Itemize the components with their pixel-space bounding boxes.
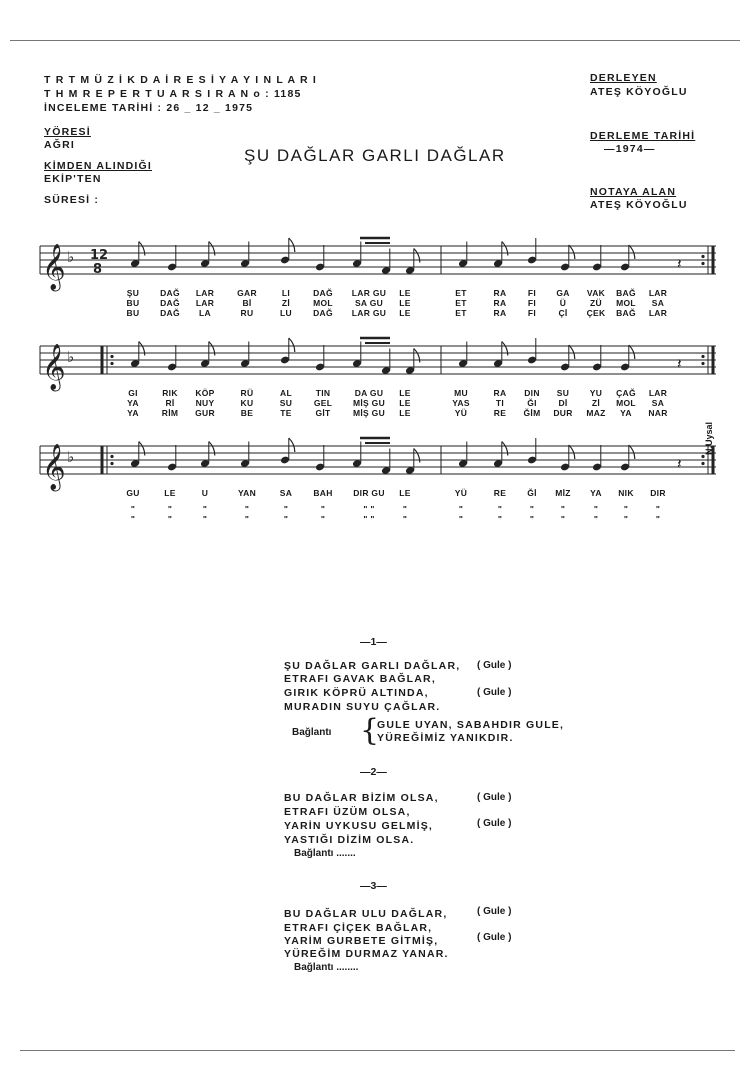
lyric-syllable: BAĞ — [616, 308, 636, 318]
note-flag — [629, 445, 635, 459]
lyric-syllable: " — [244, 514, 250, 524]
verse-3-refrain-2: ( Gule ) — [477, 932, 512, 943]
lyric-syllable: LE — [164, 488, 176, 498]
verse-1-refrain-1: ( Gule ) — [477, 660, 512, 671]
lyric-syllable: " — [402, 514, 408, 524]
lyric-syllable: " " — [363, 504, 375, 514]
lyric-syllable: Zİ — [591, 398, 601, 408]
lyric-syllable: YU — [589, 388, 603, 398]
lyric-syllable: " — [623, 514, 629, 524]
lyric-syllable: DAĞ — [160, 288, 180, 298]
lyric-syllable: DIR — [650, 488, 666, 498]
lyric-syllable: " — [655, 504, 661, 514]
lyric-syllable: " — [560, 504, 566, 514]
lyric-syllable: TE — [280, 408, 292, 418]
verse-3-number: —3— — [360, 880, 387, 892]
lyric-syllable: ET — [455, 308, 467, 318]
lyric-syllable: RIK — [162, 388, 178, 398]
lyric-syllable: " — [593, 514, 599, 524]
lyric-syllable: " — [320, 514, 326, 524]
lyric-syllable: DAĞ — [313, 288, 333, 298]
publisher-line: T R T M Ü Z İ K D A İ R E S İ Y A Y I N L A R I — [44, 74, 318, 86]
repeat-dot — [110, 455, 113, 458]
lyric-syllable: ZÜ — [590, 298, 602, 308]
region-value: AĞRI — [44, 139, 76, 151]
lyric-syllable: KÖP — [195, 388, 215, 398]
lyric-syllable: LAR — [195, 298, 215, 308]
lyric-syllable: YA — [127, 398, 139, 408]
lyric-syllable: TIN — [315, 388, 331, 398]
note-flag — [289, 238, 295, 252]
lyric-syllable: GUR — [195, 408, 215, 418]
lyric-syllable: Çİ — [558, 308, 568, 318]
lyric-syllable: SA — [651, 398, 665, 408]
lyric-syllable: GİT — [315, 408, 331, 418]
verse-2-line-1: BU DAĞLAR BİZİM OLSA, — [284, 792, 439, 804]
rest-icon: 𝄽 — [677, 355, 682, 373]
lyric-syllable: SU — [279, 398, 293, 408]
lyric-syllable: TI — [495, 398, 505, 408]
note-flag — [289, 438, 295, 452]
lyric-syllable: LAR GU — [351, 308, 387, 318]
lyric-syllable: DIR GU — [353, 488, 385, 498]
lyric-syllable: SA GU — [354, 298, 384, 308]
treble-clef-icon: 𝄞 — [42, 344, 66, 390]
compiler-value: ATEŞ KÖYOĞLU — [590, 86, 688, 98]
lyric-syllable: MAZ — [586, 408, 606, 418]
lyric-syllable: Dİ — [558, 398, 568, 408]
lyric-syllable: YA — [590, 488, 602, 498]
lyric-syllable: RÜ — [240, 388, 254, 398]
lyric-syllable: GA — [556, 288, 570, 298]
lyric-syllable: YÜ — [454, 488, 468, 498]
lyric-syllable: " — [130, 514, 136, 524]
lyric-syllable: Ü — [559, 298, 567, 308]
lyric-syllable: " — [283, 514, 289, 524]
lyric-syllable: LE — [399, 408, 411, 418]
verse-1-baglanti-label: Bağlantı — [292, 727, 332, 738]
flat-icon: ♭ — [67, 248, 75, 266]
lyric-syllable: RE — [493, 488, 507, 498]
lyric-syllable: LE — [399, 388, 411, 398]
note-flag — [289, 338, 295, 352]
repeat-dot — [110, 355, 113, 358]
repeat-dot — [110, 462, 113, 465]
lyric-syllable: YÜ — [454, 408, 468, 418]
verse-1-baglanti-line-1: GULE UYAN, SABAHDIR GULE, — [377, 719, 565, 731]
notation-value: ATEŞ KÖYOĞLU — [590, 199, 688, 211]
lyric-syllable: RA — [493, 288, 507, 298]
lyric-syllable: LAR — [195, 288, 215, 298]
lyric-syllable: SA — [279, 488, 293, 498]
lyric-syllable: " — [497, 514, 503, 524]
lyric-syllable: RA — [493, 388, 507, 398]
notation-label: NOTAYA ALAN — [590, 186, 677, 198]
lyric-syllable: " — [458, 514, 464, 524]
lyric-syllable: LAR — [648, 288, 668, 298]
region-label: YÖRESİ — [44, 126, 91, 138]
bottom-rule — [20, 1050, 735, 1051]
verse-2-refrain-2: ( Gule ) — [477, 818, 512, 829]
repeat-dot — [701, 462, 704, 465]
lyric-syllable: " — [402, 504, 408, 514]
compile-date-value: —1974— — [604, 143, 656, 155]
lyric-syllable: LE — [399, 398, 411, 408]
verse-3-refrain-1: ( Gule ) — [477, 906, 512, 917]
verse-1-number: —1— — [360, 636, 387, 648]
lyric-syllable: Bİ — [242, 298, 252, 308]
lyric-syllable: " — [244, 504, 250, 514]
repeat-dot — [110, 362, 113, 365]
verse-3-baglanti: Bağlantı ........ — [294, 962, 359, 973]
repeat-dot — [701, 455, 704, 458]
lyric-syllable: MİŞ GU — [352, 408, 386, 418]
lyric-syllable: ŞU — [126, 288, 140, 298]
lyric-syllable: RA — [493, 298, 507, 308]
page-title: ŞU DAĞLAR GARLI DAĞLAR — [244, 146, 506, 165]
lyric-syllable: YA — [620, 408, 632, 418]
lyric-syllable: GU — [126, 488, 140, 498]
rest-icon: 𝄽 — [677, 455, 682, 473]
lyric-syllable: LA — [199, 308, 211, 318]
lyric-syllable: RU — [240, 308, 254, 318]
lyric-syllable: " — [497, 504, 503, 514]
lyric-syllable: FI — [527, 288, 537, 298]
lyric-syllable: DIN — [524, 388, 540, 398]
lyric-syllable: " — [320, 504, 326, 514]
repeat-dot — [701, 255, 704, 258]
lyric-syllable: " " — [363, 514, 375, 524]
time-signature-bottom: 8 — [93, 262, 103, 277]
lyric-syllable: MU — [454, 388, 468, 398]
lyric-syllable: MİŞ GU — [352, 398, 386, 408]
verse-1-line-2: ETRAFI GAVAK BAĞLAR, — [284, 673, 436, 685]
note-flag — [629, 345, 635, 359]
lyric-syllable: LE — [399, 298, 411, 308]
verse-2-line-3: YARİN UYKUSU GELMİŞ, — [284, 820, 434, 832]
lyric-syllable: LU — [280, 308, 292, 318]
lyric-syllable: MİZ — [555, 488, 571, 498]
flat-icon: ♭ — [67, 348, 75, 366]
repeat-dot — [701, 362, 704, 365]
repeat-dot — [701, 262, 704, 265]
brace-icon: { — [360, 713, 380, 748]
lyric-syllable: LI — [281, 288, 291, 298]
lyric-syllable: DUR — [553, 408, 573, 418]
lyric-syllable: ĞİM — [523, 408, 541, 418]
compile-date-label: DERLEME TARİHİ — [590, 130, 696, 142]
lyric-syllable: LE — [399, 288, 411, 298]
duration-label: SÜRESİ : — [44, 194, 100, 206]
lyric-syllable: " — [283, 504, 289, 514]
lyric-syllable: AL — [280, 388, 292, 398]
lyric-syllable: ÇEK — [586, 308, 606, 318]
lyric-syllable: NAR — [648, 408, 668, 418]
music-score — [0, 0, 750, 520]
lyric-syllable: DAĞ — [160, 298, 180, 308]
verse-3-line-2: ETRAFI ÇİÇEK BAĞLAR, — [284, 922, 433, 934]
lyric-syllable: MOL — [313, 298, 333, 308]
lyric-syllable: FI — [527, 308, 537, 318]
lyric-syllable: ĞI — [527, 398, 537, 408]
lyric-syllable: " — [202, 514, 208, 524]
verse-2-line-2: ETRAFI ÜZÜM OLSA, — [284, 806, 411, 818]
lyric-syllable: LE — [399, 488, 411, 498]
lyric-syllable: " — [167, 514, 173, 524]
note-flag — [569, 445, 575, 459]
lyric-syllable: SU — [556, 388, 570, 398]
lyric-syllable: " — [202, 504, 208, 514]
lyric-syllable: ET — [455, 288, 467, 298]
verse-3-line-1: BU DAĞLAR ULU DAĞLAR, — [284, 908, 448, 920]
lyric-syllable: ÇAĞ — [616, 388, 636, 398]
lyric-syllable: LE — [399, 308, 411, 318]
lyric-syllable: Zİ — [281, 298, 291, 308]
lyric-syllable: GEL — [313, 398, 333, 408]
lyric-syllable: KU — [240, 398, 254, 408]
lyric-syllable: YAN — [237, 488, 257, 498]
lyric-syllable: BE — [240, 408, 254, 418]
lyric-syllable: " — [458, 504, 464, 514]
lyric-syllable: " — [130, 504, 136, 514]
lyric-syllable: GI — [128, 388, 138, 398]
lyric-syllable: DAĞ — [160, 308, 180, 318]
treble-clef-icon: 𝄞 — [42, 244, 66, 290]
lyric-syllable: " — [655, 514, 661, 524]
review-date-line: İNCELEME TARİHİ : 26 _ 12 _ 1975 — [44, 102, 254, 114]
verse-2-refrain-1: ( Gule ) — [477, 792, 512, 803]
verse-1-line-1: ŞU DAĞLAR GARLI DAĞLAR, — [284, 660, 461, 672]
lyric-syllable: FI — [527, 298, 537, 308]
lyric-syllable: " — [623, 504, 629, 514]
verse-1-line-4: MURADIN SUYU ÇAĞLAR. — [284, 701, 441, 713]
verse-2-baglanti: Bağlantı ....... — [294, 848, 356, 859]
lyric-syllable: LAR GU — [351, 288, 387, 298]
verse-1-line-3: GIRIK KÖPRÜ ALTINDA, — [284, 687, 429, 699]
lyric-syllable: BU — [126, 308, 140, 318]
verse-3-line-3: YARİM GURBETE GİTMİŞ, — [284, 935, 439, 947]
signature: N.Uysal — [704, 421, 714, 455]
lyric-syllable: " — [529, 504, 535, 514]
lyric-syllable: MOL — [616, 298, 636, 308]
verse-1-baglanti-line-2: YÜREĞİMİZ YANIKDIR. — [377, 732, 514, 744]
lyric-syllable: " — [529, 514, 535, 524]
lyric-syllable: NIK — [618, 488, 634, 498]
lyric-syllable: U — [201, 488, 209, 498]
lyric-syllable: LAR — [648, 388, 668, 398]
lyric-syllable: Ğİ — [527, 488, 537, 498]
treble-clef-icon: 𝄞 — [42, 444, 66, 490]
lyric-syllable: GAR — [237, 288, 257, 298]
compiler-label: DERLEYEN — [590, 72, 657, 84]
verse-3-line-4: YÜREĞİM DURMAZ YANAR. — [284, 948, 449, 960]
repeat-dot — [701, 355, 704, 358]
lyric-syllable: BAH — [313, 488, 333, 498]
lyric-syllable: RİM — [161, 408, 179, 418]
time-signature-top: 12 — [90, 248, 109, 263]
source-label: KİMDEN ALINDIĞI — [44, 160, 153, 172]
lyric-syllable: YA — [127, 408, 139, 418]
lyric-syllable: YAS — [452, 398, 470, 408]
note-flag — [629, 245, 635, 259]
lyric-syllable: RA — [493, 308, 507, 318]
lyric-syllable: ET — [455, 298, 467, 308]
note-flag — [569, 345, 575, 359]
lyric-syllable: RE — [493, 408, 507, 418]
lyric-syllable: Rİ — [165, 398, 175, 408]
rest-icon: 𝄽 — [677, 255, 682, 273]
lyric-syllable: " — [560, 514, 566, 524]
flat-icon: ♭ — [67, 448, 75, 466]
repertoire-line: T H M R E P E R T U A R S I R A N o : 1185 — [44, 88, 302, 100]
lyric-syllable: BAĞ — [616, 288, 636, 298]
lyric-syllable: " — [167, 504, 173, 514]
lyric-syllable: BU — [126, 298, 140, 308]
verse-1-refrain-2: ( Gule ) — [477, 687, 512, 698]
lyric-syllable: " — [593, 504, 599, 514]
lyric-syllable: DAĞ — [313, 308, 333, 318]
lyric-syllable: MOL — [616, 398, 636, 408]
lyric-syllable: NUY — [195, 398, 215, 408]
verse-2-number: —2— — [360, 766, 387, 778]
lyric-syllable: LAR — [648, 308, 668, 318]
verse-2-line-4: YASTIĞI DİZİM OLSA. — [284, 834, 415, 846]
lyric-syllable: VAK — [586, 288, 606, 298]
note-flag — [569, 245, 575, 259]
lyric-syllable: DA GU — [354, 388, 384, 398]
source-value: EKİP'TEN — [44, 173, 102, 185]
lyric-syllable: SA — [651, 298, 665, 308]
